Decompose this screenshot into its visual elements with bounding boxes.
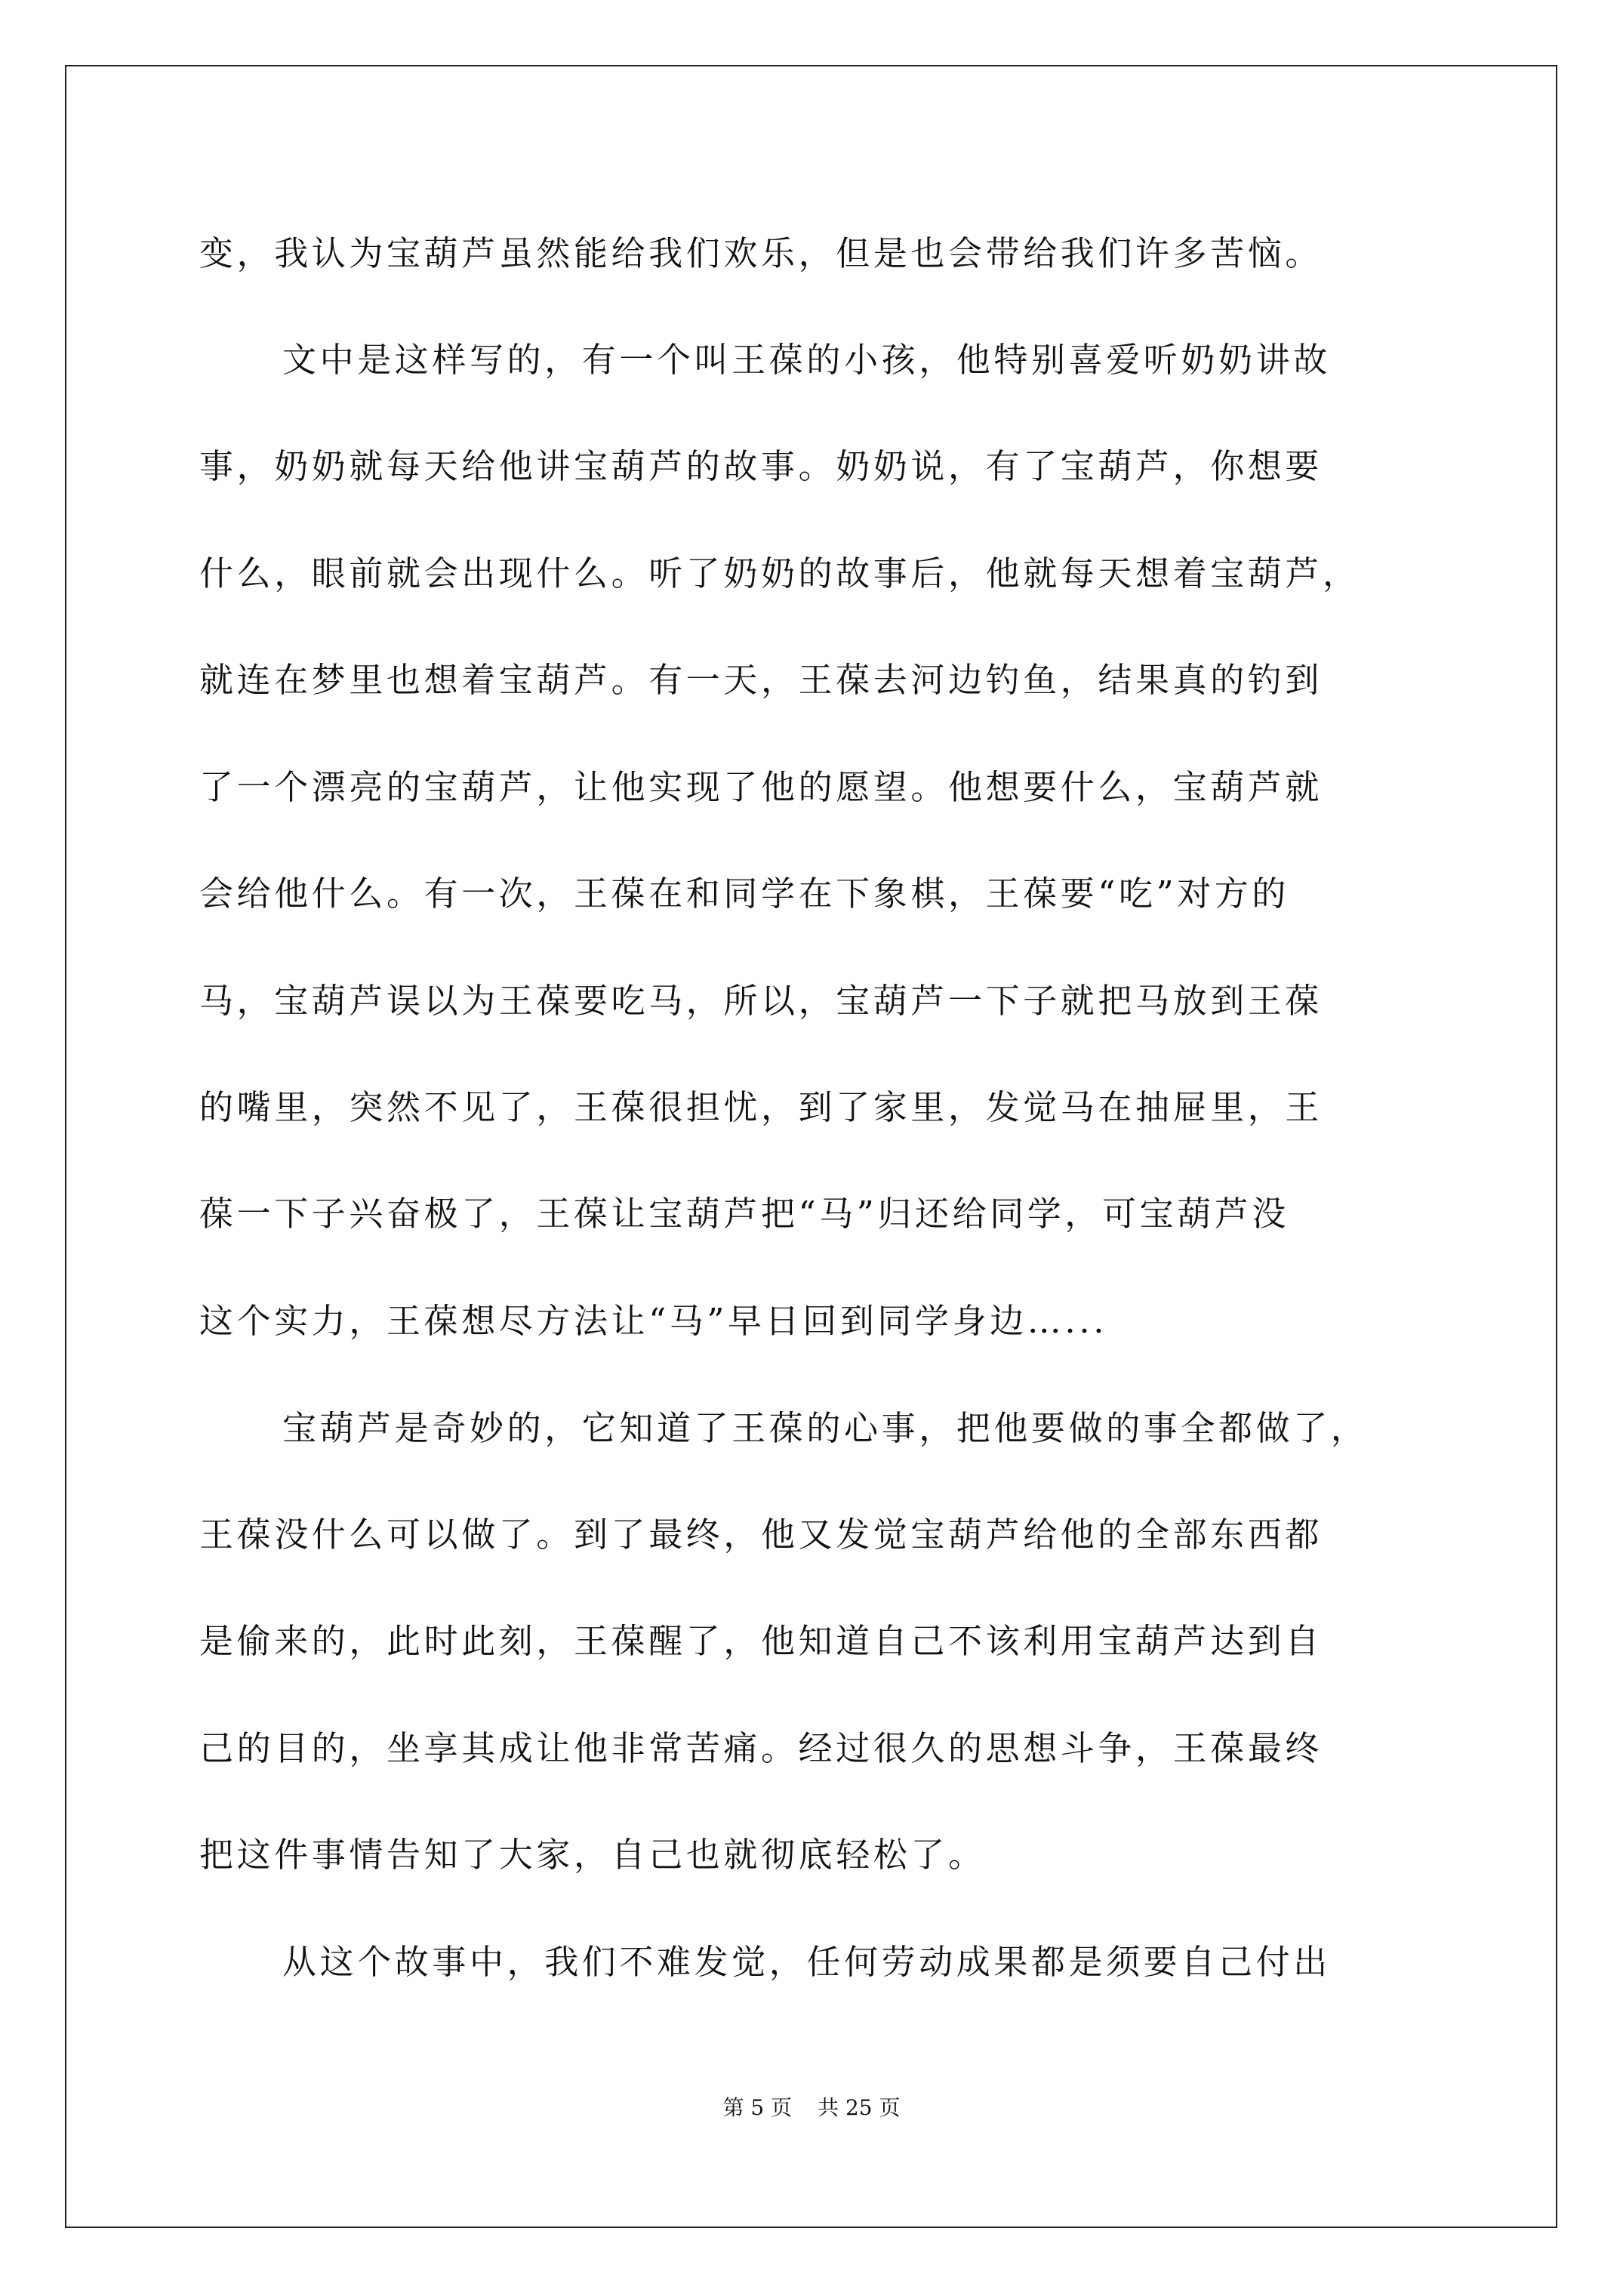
text-line-4: 什么，眼前就会出现什么。听了奶奶的故事后，他就每天想着宝葫芦， xyxy=(199,553,1360,593)
text-line-8: 马，宝葫芦误以为王葆要吃马，所以，宝葫芦一下子就把马放到王葆 xyxy=(199,981,1323,1021)
page-footer xyxy=(0,2093,1623,2123)
text-line-13: 王葆没什么可以做了。到了最终，他又发觉宝葫芦给他的全部东西都 xyxy=(199,1515,1323,1555)
text-line-15: 己的目的，坐享其成让他非常苦痛。经过很久的思想斗争，王葆最终 xyxy=(199,1728,1323,1768)
text-line-17: 从这个故事中，我们不难发觉，任何劳动成果都是须要自己付出 xyxy=(282,1942,1331,1982)
text-line-9: 的嘴里，突然不见了，王葆很担忧，到了家里，发觉马在抽屉里，王 xyxy=(199,1087,1323,1127)
text-line-16: 把这件事情告知了大家，自己也就彻底轻松了。 xyxy=(199,1835,986,1875)
text-line-6: 了一个漂亮的宝葫芦，让他实现了他的愿望。他想要什么，宝葫芦就 xyxy=(199,767,1323,807)
text-line-10: 葆一下子兴奋极了，王葆让宝葫芦把“马”归还给同学，可宝葫芦没 xyxy=(199,1194,1290,1234)
page-number: 第 5 页 xyxy=(722,2095,793,2120)
text-line-14: 是偷来的，此时此刻，王葆醒了，他知道自己不该利用宝葫芦达到自 xyxy=(199,1621,1323,1661)
text-line-11: 这个实力，王葆想尽方法让“马”早日回到同学身边…... xyxy=(199,1301,1108,1341)
page-total: 共 25 页 xyxy=(818,2095,901,2120)
text-line-2: 文中是这样写的，有一个叫王葆的小孩，他特别喜爱听奶奶讲故 xyxy=(282,340,1331,380)
text-line-12: 宝葫芦是奇妙的，它知道了王葆的心事，把他要做的事全都做了， xyxy=(282,1408,1369,1448)
text-line-3: 事，奶奶就每天给他讲宝葫芦的故事。奶奶说，有了宝葫芦，你想要 xyxy=(199,446,1323,486)
text-line-7: 会给他什么。有一次，王葆在和同学在下象棋，王葆要“吃”对方的 xyxy=(199,874,1290,914)
text-line-5: 就连在梦里也想着宝葫芦。有一天，王葆去河边钓鱼，结果真的钓到 xyxy=(199,660,1323,700)
text-line-1: 变，我认为宝葫芦虽然能给我们欢乐，但是也会带给我们许多苦恼。 xyxy=(199,233,1323,273)
